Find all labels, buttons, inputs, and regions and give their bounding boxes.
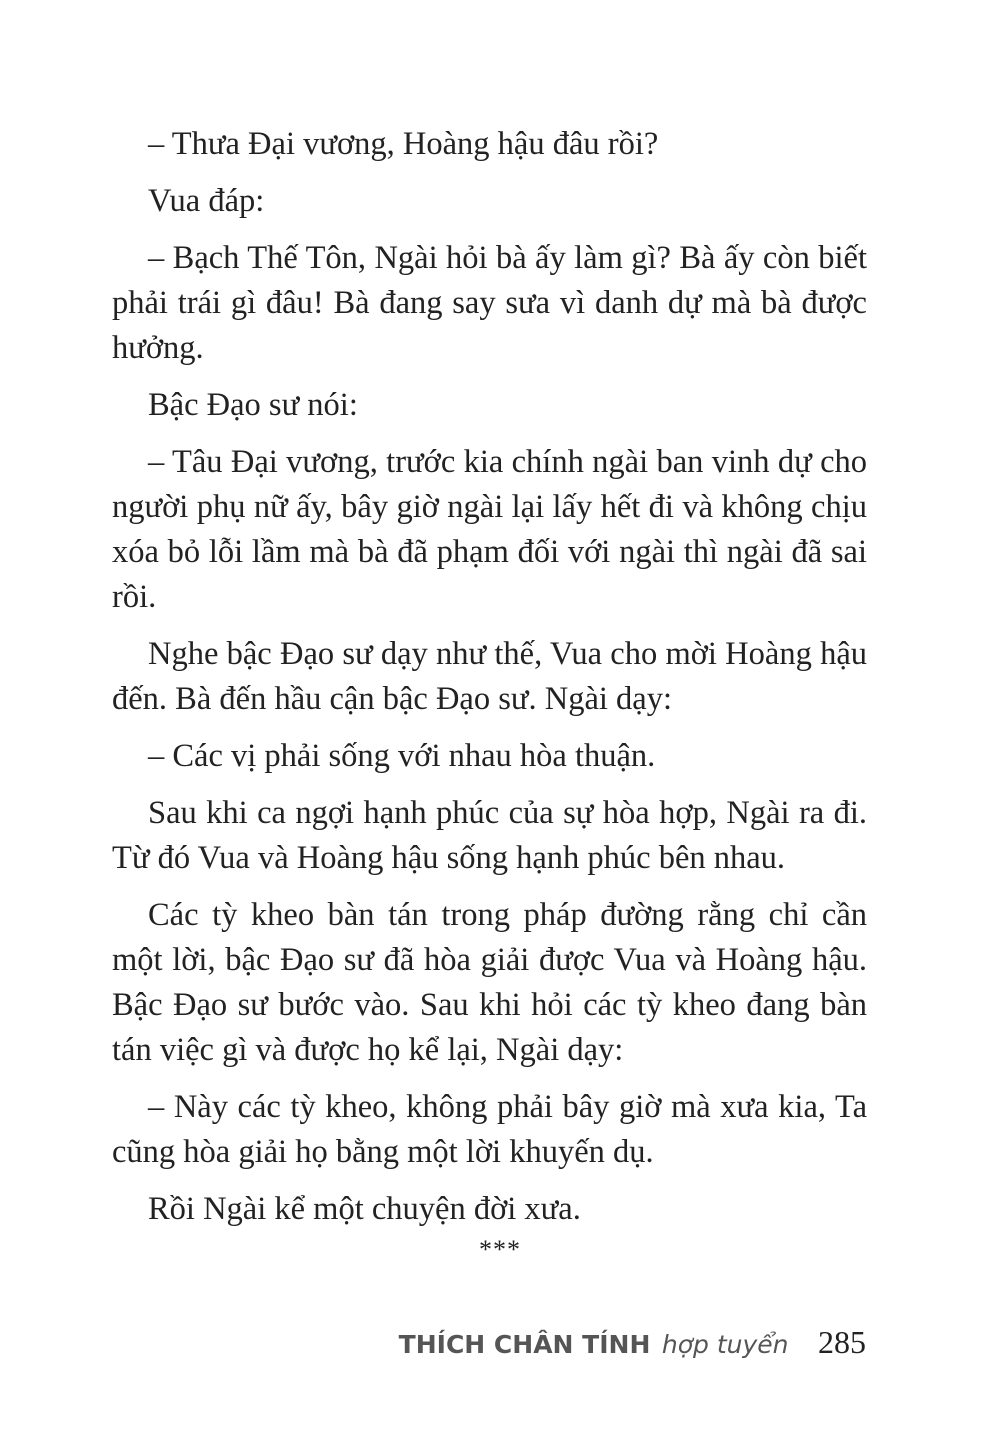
paragraph-5: – Tâu Đại vương, trước kia chính ngài ban vinh dự cho người phụ nữ ấy, bây giờ ngài lại lấy hết đi và không chịu xóa bỏ lỗi lầm mà bà đã phạm đối với ngài thì ngài đã sai rồi. [112,444,867,615]
paragraph-4: Bậc Đạo sư nói: [148,387,358,423]
footer-subtitle: hợp tuyển [661,1330,789,1359]
paragraph-7: – Các vị phải sống với nhau hòa thuận. [148,738,656,774]
section-separator: *** [479,1235,521,1264]
paragraph-9: Các tỳ kheo bàn tán trong pháp đường rằng chỉ cần một lời, bậc Đạo sư đã hòa giải được Vua và Hoàng hậu. Bậc Đạo sư bước vào. Sau khi hỏi các tỳ kheo đang bàn tán việc gì và được họ kể lại, Ngài dạy: [112,897,867,1068]
paragraph-2: Vua đáp: [148,183,265,219]
paragraph-3: – Bạch Thế Tôn, Ngài hỏi bà ấy làm gì? Bà ấy còn biết phải trái gì đâu! Bà đang say sưa vì danh dự mà bà được hưởng. [112,240,867,366]
paragraph-6: Nghe bậc Đạo sư dạy như thế, Vua cho mời Hoàng hậu đến. Bà đến hầu cận bậc Đạo sư. Ngài dạy: [112,636,867,717]
page-number: 285 [818,1324,866,1360]
paragraph-1: – Thưa Đại vương, Hoàng hậu đâu rồi? [148,126,659,162]
footer-author: THÍCH CHÂN TÍNH [398,1330,651,1359]
paragraph-8: Sau khi ca ngợi hạnh phúc của sự hòa hợp, Ngài ra đi. Từ đó Vua và Hoàng hậu sống hạnh phúc bên nhau. [112,795,867,876]
paragraph-11: Rồi Ngài kể một chuyện đời xưa. [148,1191,581,1227]
page-body [112,122,867,1244]
paragraph-10: – Này các tỳ kheo, không phải bây giờ mà xưa kia, Ta cũng hòa giải họ bằng một lời khuyến dụ. [112,1089,867,1170]
running-footer [399,1322,866,1365]
